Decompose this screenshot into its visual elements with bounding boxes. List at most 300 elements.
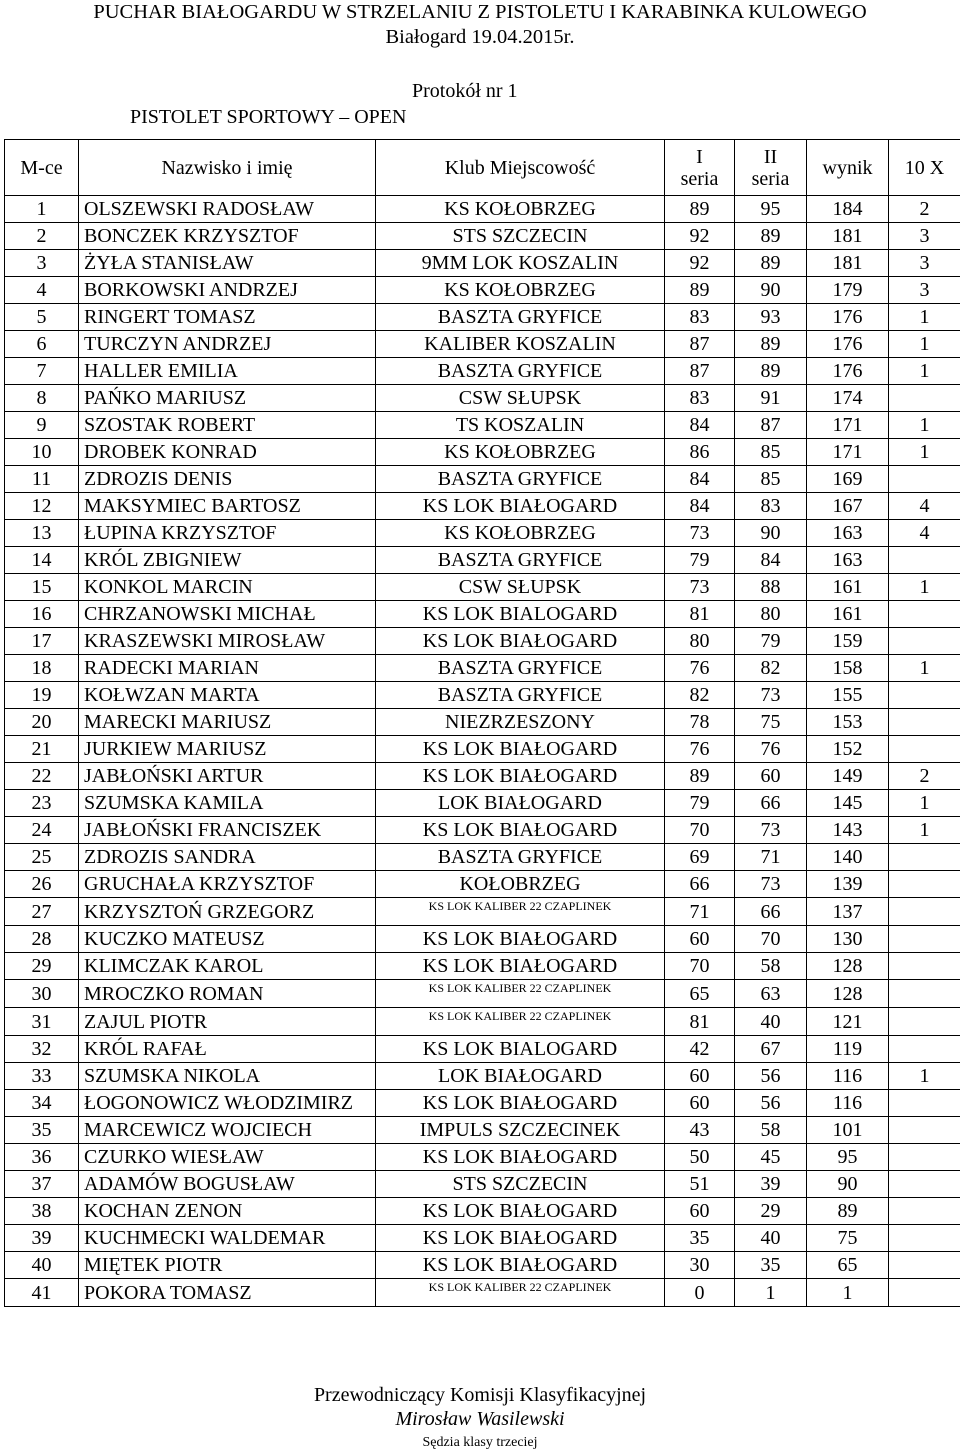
- result-cell: 181: [807, 223, 889, 250]
- table-row: [5, 574, 960, 601]
- name-cell: OLSZEWSKI RADOSŁAW: [79, 196, 376, 223]
- table-row: [5, 304, 960, 331]
- tens-cell: 1: [889, 331, 960, 358]
- place-cell: 14: [5, 547, 79, 574]
- club-cell: STS SZCZECIN: [376, 1171, 665, 1198]
- club-cell: KS KOŁOBRZEG: [376, 520, 665, 547]
- series-1-cell: 86: [665, 439, 735, 466]
- table-row: [5, 763, 960, 790]
- result-cell: 149: [807, 763, 889, 790]
- club-cell: BASZTA GRYFICE: [376, 655, 665, 682]
- series-1-cell: 80: [665, 628, 735, 655]
- club-cell: KS LOK KALIBER 22 CZAPLINEK: [376, 1279, 665, 1307]
- name-cell: ZDROZIS SANDRA: [79, 844, 376, 871]
- name-cell: ŻYŁA STANISŁAW: [79, 250, 376, 277]
- result-cell: 143: [807, 817, 889, 844]
- tens-cell: 1: [889, 655, 960, 682]
- result-cell: 95: [807, 1144, 889, 1171]
- name-cell: JABŁOŃSKI ARTUR: [79, 763, 376, 790]
- name-cell: KUCHMECKI WALDEMAR: [79, 1225, 376, 1252]
- series-1-cell: 84: [665, 412, 735, 439]
- name-cell: KRÓL ZBIGNIEW: [79, 547, 376, 574]
- result-cell: 179: [807, 277, 889, 304]
- club-cell: KS LOK BIALOGARD: [376, 601, 665, 628]
- place-cell: 37: [5, 1171, 79, 1198]
- name-cell: CHRZANOWSKI MICHAŁ: [79, 601, 376, 628]
- table-row: [5, 223, 960, 250]
- results-table: [4, 139, 960, 1307]
- tens-cell: [889, 736, 960, 763]
- table-header-row: [5, 140, 960, 196]
- series-1-cell: 51: [665, 1171, 735, 1198]
- club-cell: IMPULS SZCZECINEK: [376, 1117, 665, 1144]
- name-cell: BORKOWSKI ANDRZEJ: [79, 277, 376, 304]
- tens-cell: [889, 926, 960, 953]
- name-cell: CZURKO WIESŁAW: [79, 1144, 376, 1171]
- series-2-cell: 63: [735, 980, 807, 1008]
- place-cell: 3: [5, 250, 79, 277]
- series-1-cell: 89: [665, 277, 735, 304]
- name-cell: MROCZKO ROMAN: [79, 980, 376, 1008]
- place-cell: 27: [5, 898, 79, 926]
- name-cell: RINGERT TOMASZ: [79, 304, 376, 331]
- name-cell: KOŁWZAN MARTA: [79, 682, 376, 709]
- tens-cell: 1: [889, 574, 960, 601]
- place-cell: 30: [5, 980, 79, 1008]
- series-1-cell: 60: [665, 1090, 735, 1117]
- club-cell: 9MM LOK KOSZALIN: [376, 250, 665, 277]
- result-cell: 163: [807, 547, 889, 574]
- table-row: [5, 1252, 960, 1279]
- header-series-2-label: seria: [751, 167, 790, 190]
- series-2-cell: 83: [735, 493, 807, 520]
- series-1-cell: 76: [665, 736, 735, 763]
- name-cell: KONKOL MARCIN: [79, 574, 376, 601]
- series-2-cell: 73: [735, 817, 807, 844]
- place-cell: 31: [5, 1008, 79, 1036]
- series-2-cell: 84: [735, 547, 807, 574]
- series-2-cell: 80: [735, 601, 807, 628]
- name-cell: SZUMSKA NIKOLA: [79, 1063, 376, 1090]
- table-row: [5, 331, 960, 358]
- series-2-cell: 73: [735, 871, 807, 898]
- name-cell: GRUCHAŁA KRZYSZTOF: [79, 871, 376, 898]
- place-cell: 9: [5, 412, 79, 439]
- club-cell: KS LOK BIAŁOGARD: [376, 817, 665, 844]
- club-cell: KS LOK BIAŁOGARD: [376, 1144, 665, 1171]
- series-1-cell: 83: [665, 304, 735, 331]
- name-cell: KRÓL RAFAŁ: [79, 1036, 376, 1063]
- series-1-cell: 79: [665, 547, 735, 574]
- table-row: [5, 844, 960, 871]
- name-cell: RADECKI MARIAN: [79, 655, 376, 682]
- place-cell: 24: [5, 817, 79, 844]
- result-cell: 155: [807, 682, 889, 709]
- tens-cell: 3: [889, 223, 960, 250]
- result-cell: 90: [807, 1171, 889, 1198]
- place-cell: 32: [5, 1036, 79, 1063]
- result-cell: 159: [807, 628, 889, 655]
- club-cell: KS LOK BIALOGARD: [376, 1036, 665, 1063]
- series-1-cell: 87: [665, 358, 735, 385]
- tens-cell: [889, 1117, 960, 1144]
- place-cell: 22: [5, 763, 79, 790]
- result-cell: 158: [807, 655, 889, 682]
- header-result: wynik: [807, 140, 889, 196]
- header-place: M-ce: [5, 140, 79, 196]
- commission-chair-title: Przewodniczący Komisji Klasyfikacyjnej: [313, 1384, 647, 1406]
- tens-cell: [889, 466, 960, 493]
- place-cell: 8: [5, 385, 79, 412]
- club-cell: KS LOK BIAŁOGARD: [376, 926, 665, 953]
- table-row: [5, 1144, 960, 1171]
- tens-cell: 3: [889, 277, 960, 304]
- tens-cell: [889, 1279, 960, 1307]
- name-cell: POKORA TOMASZ: [79, 1279, 376, 1307]
- series-2-cell: 91: [735, 385, 807, 412]
- tens-cell: 1: [889, 790, 960, 817]
- tens-cell: [889, 1225, 960, 1252]
- club-cell: CSW SŁUPSK: [376, 574, 665, 601]
- tens-cell: 1: [889, 439, 960, 466]
- result-cell: 169: [807, 466, 889, 493]
- name-cell: ZDROZIS DENIS: [79, 466, 376, 493]
- tens-cell: 2: [889, 763, 960, 790]
- name-cell: KRASZEWSKI MIROSŁAW: [79, 628, 376, 655]
- series-1-cell: 84: [665, 493, 735, 520]
- result-cell: 176: [807, 331, 889, 358]
- place-cell: 5: [5, 304, 79, 331]
- series-1-cell: 76: [665, 655, 735, 682]
- place-cell: 17: [5, 628, 79, 655]
- header-series-2: [735, 140, 807, 196]
- name-cell: KOCHAN ZENON: [79, 1198, 376, 1225]
- name-cell: ZAJUL PIOTR: [79, 1008, 376, 1036]
- series-1-cell: 60: [665, 1063, 735, 1090]
- result-cell: 152: [807, 736, 889, 763]
- table-row: [5, 250, 960, 277]
- series-2-cell: 66: [735, 898, 807, 926]
- name-cell: KLIMCZAK KAROL: [79, 953, 376, 980]
- series-1-cell: 79: [665, 790, 735, 817]
- result-cell: 128: [807, 953, 889, 980]
- header-tens: 10 X: [889, 140, 960, 196]
- table-row: [5, 926, 960, 953]
- tens-cell: [889, 1008, 960, 1036]
- result-cell: 75: [807, 1225, 889, 1252]
- series-2-cell: 70: [735, 926, 807, 953]
- table-row: [5, 385, 960, 412]
- name-cell: ŁUPINA KRZYSZTOF: [79, 520, 376, 547]
- result-cell: 1: [807, 1279, 889, 1307]
- result-cell: 161: [807, 574, 889, 601]
- table-row: [5, 520, 960, 547]
- table-row: [5, 871, 960, 898]
- result-cell: 139: [807, 871, 889, 898]
- series-1-cell: 60: [665, 926, 735, 953]
- series-1-cell: 73: [665, 574, 735, 601]
- table-row: [5, 1063, 960, 1090]
- tens-cell: [889, 871, 960, 898]
- series-2-cell: 90: [735, 520, 807, 547]
- club-cell: BASZTA GRYFICE: [376, 682, 665, 709]
- protocol-number: Protokół nr 1: [412, 80, 518, 102]
- club-cell: BASZTA GRYFICE: [376, 466, 665, 493]
- result-cell: 140: [807, 844, 889, 871]
- series-2-cell: 71: [735, 844, 807, 871]
- place-cell: 12: [5, 493, 79, 520]
- tens-cell: [889, 1198, 960, 1225]
- series-2-cell: 56: [735, 1090, 807, 1117]
- table-row: [5, 1279, 960, 1307]
- header-series-1-number: I: [696, 145, 703, 168]
- table-row: [5, 1171, 960, 1198]
- series-1-cell: 60: [665, 1198, 735, 1225]
- series-2-cell: 58: [735, 953, 807, 980]
- table-row: [5, 601, 960, 628]
- name-cell: KUCZKO MATEUSZ: [79, 926, 376, 953]
- place-cell: 21: [5, 736, 79, 763]
- result-cell: 184: [807, 196, 889, 223]
- table-row: [5, 1198, 960, 1225]
- result-cell: 89: [807, 1198, 889, 1225]
- tens-cell: 1: [889, 1063, 960, 1090]
- tens-cell: [889, 1252, 960, 1279]
- table-row: [5, 1008, 960, 1036]
- place-cell: 7: [5, 358, 79, 385]
- series-1-cell: 87: [665, 331, 735, 358]
- result-cell: 145: [807, 790, 889, 817]
- table-row: [5, 1117, 960, 1144]
- series-1-cell: 42: [665, 1036, 735, 1063]
- document-date: Białogard 19.04.2015r.: [385, 26, 575, 48]
- series-2-cell: 66: [735, 790, 807, 817]
- place-cell: 33: [5, 1063, 79, 1090]
- series-1-cell: 43: [665, 1117, 735, 1144]
- series-2-cell: 82: [735, 655, 807, 682]
- tens-cell: 4: [889, 520, 960, 547]
- table-row: [5, 980, 960, 1008]
- club-cell: KS LOK BIAŁOGARD: [376, 763, 665, 790]
- series-2-cell: 67: [735, 1036, 807, 1063]
- club-cell: KS KOŁOBRZEG: [376, 439, 665, 466]
- series-2-cell: 40: [735, 1225, 807, 1252]
- series-1-cell: 70: [665, 817, 735, 844]
- club-cell: KS LOK BIAŁOGARD: [376, 493, 665, 520]
- tens-cell: 1: [889, 412, 960, 439]
- table-row: [5, 412, 960, 439]
- club-cell: KS LOK BIAŁOGARD: [376, 1090, 665, 1117]
- result-cell: 176: [807, 304, 889, 331]
- table-row: [5, 493, 960, 520]
- place-cell: 35: [5, 1117, 79, 1144]
- tens-cell: [889, 898, 960, 926]
- result-cell: 161: [807, 601, 889, 628]
- series-2-cell: 85: [735, 439, 807, 466]
- name-cell: HALLER EMILIA: [79, 358, 376, 385]
- series-1-cell: 50: [665, 1144, 735, 1171]
- place-cell: 6: [5, 331, 79, 358]
- series-2-cell: 87: [735, 412, 807, 439]
- competition-category: PISTOLET SPORTOWY – OPEN: [130, 106, 407, 128]
- table-row: [5, 1090, 960, 1117]
- place-cell: 38: [5, 1198, 79, 1225]
- series-1-cell: 73: [665, 520, 735, 547]
- tens-cell: 2: [889, 196, 960, 223]
- series-1-cell: 92: [665, 250, 735, 277]
- result-cell: 176: [807, 358, 889, 385]
- club-cell: STS SZCZECIN: [376, 223, 665, 250]
- place-cell: 18: [5, 655, 79, 682]
- tens-cell: 1: [889, 304, 960, 331]
- series-2-cell: 90: [735, 277, 807, 304]
- club-cell: KS KOŁOBRZEG: [376, 196, 665, 223]
- name-cell: SZOSTAK ROBERT: [79, 412, 376, 439]
- series-1-cell: 92: [665, 223, 735, 250]
- tens-cell: 4: [889, 493, 960, 520]
- table-row: [5, 466, 960, 493]
- result-cell: 174: [807, 385, 889, 412]
- club-cell: KS LOK BIAŁOGARD: [376, 953, 665, 980]
- club-cell: KS LOK BIAŁOGARD: [376, 628, 665, 655]
- club-cell: KS LOK BIAŁOGARD: [376, 1225, 665, 1252]
- club-cell: KS LOK BIAŁOGARD: [376, 736, 665, 763]
- result-cell: 137: [807, 898, 889, 926]
- place-cell: 15: [5, 574, 79, 601]
- club-cell: KOŁOBRZEG: [376, 871, 665, 898]
- series-2-cell: 75: [735, 709, 807, 736]
- series-1-cell: 65: [665, 980, 735, 1008]
- signer-name: Mirosław Wasilewski: [395, 1408, 565, 1430]
- place-cell: 25: [5, 844, 79, 871]
- series-1-cell: 89: [665, 763, 735, 790]
- table-row: [5, 898, 960, 926]
- club-cell: NIEZRZESZONY: [376, 709, 665, 736]
- club-cell: BASZTA GRYFICE: [376, 547, 665, 574]
- tens-cell: [889, 980, 960, 1008]
- table-row: [5, 682, 960, 709]
- result-cell: 181: [807, 250, 889, 277]
- series-1-cell: 83: [665, 385, 735, 412]
- series-1-cell: 81: [665, 601, 735, 628]
- header-club: Klub Miejscowość: [376, 140, 665, 196]
- header-series-1-label: seria: [680, 167, 719, 190]
- series-1-cell: 84: [665, 466, 735, 493]
- series-2-cell: 89: [735, 250, 807, 277]
- table-row: [5, 1225, 960, 1252]
- club-cell: LOK BIAŁOGARD: [376, 1063, 665, 1090]
- result-cell: 171: [807, 439, 889, 466]
- place-cell: 20: [5, 709, 79, 736]
- table-row: [5, 817, 960, 844]
- name-cell: MARECKI MARIUSZ: [79, 709, 376, 736]
- name-cell: DROBEK KONRAD: [79, 439, 376, 466]
- series-1-cell: 30: [665, 1252, 735, 1279]
- series-2-cell: 35: [735, 1252, 807, 1279]
- series-1-cell: 89: [665, 196, 735, 223]
- place-cell: 2: [5, 223, 79, 250]
- tens-cell: [889, 709, 960, 736]
- place-cell: 36: [5, 1144, 79, 1171]
- tens-cell: [889, 844, 960, 871]
- result-cell: 128: [807, 980, 889, 1008]
- tens-cell: [889, 682, 960, 709]
- tens-cell: 3: [889, 250, 960, 277]
- tens-cell: [889, 953, 960, 980]
- series-2-cell: 58: [735, 1117, 807, 1144]
- result-cell: 121: [807, 1008, 889, 1036]
- name-cell: MIĘTEK PIOTR: [79, 1252, 376, 1279]
- tens-cell: [889, 601, 960, 628]
- series-1-cell: 71: [665, 898, 735, 926]
- table-row: [5, 709, 960, 736]
- place-cell: 16: [5, 601, 79, 628]
- table-row: [5, 790, 960, 817]
- club-cell: BASZTA GRYFICE: [376, 358, 665, 385]
- result-cell: 116: [807, 1063, 889, 1090]
- name-cell: JABŁOŃSKI FRANCISZEK: [79, 817, 376, 844]
- header-series-1: [665, 140, 735, 196]
- series-2-cell: 95: [735, 196, 807, 223]
- series-2-cell: 45: [735, 1144, 807, 1171]
- table-row: [5, 628, 960, 655]
- club-cell: KS LOK KALIBER 22 CZAPLINEK: [376, 980, 665, 1008]
- series-2-cell: 93: [735, 304, 807, 331]
- result-cell: 130: [807, 926, 889, 953]
- place-cell: 4: [5, 277, 79, 304]
- result-cell: 116: [807, 1090, 889, 1117]
- name-cell: JURKIEW MARIUSZ: [79, 736, 376, 763]
- header-series-2-number: II: [763, 145, 778, 168]
- club-cell: BASZTA GRYFICE: [376, 844, 665, 871]
- name-cell: PAŃKO MARIUSZ: [79, 385, 376, 412]
- name-cell: ADAMÓW BOGUSŁAW: [79, 1171, 376, 1198]
- tens-cell: 1: [889, 817, 960, 844]
- table-row: [5, 358, 960, 385]
- club-cell: KS LOK BIAŁOGARD: [376, 1198, 665, 1225]
- table-row: [5, 953, 960, 980]
- series-1-cell: 66: [665, 871, 735, 898]
- series-2-cell: 60: [735, 763, 807, 790]
- referee-class: Sędzia klasy trzeciej: [422, 1435, 538, 1450]
- series-2-cell: 56: [735, 1063, 807, 1090]
- series-2-cell: 89: [735, 331, 807, 358]
- place-cell: 13: [5, 520, 79, 547]
- place-cell: 10: [5, 439, 79, 466]
- series-2-cell: 79: [735, 628, 807, 655]
- series-2-cell: 89: [735, 358, 807, 385]
- place-cell: 23: [5, 790, 79, 817]
- table-row: [5, 1036, 960, 1063]
- place-cell: 11: [5, 466, 79, 493]
- club-cell: CSW SŁUPSK: [376, 385, 665, 412]
- place-cell: 40: [5, 1252, 79, 1279]
- table-row: [5, 655, 960, 682]
- place-cell: 19: [5, 682, 79, 709]
- name-cell: SZUMSKA KAMILA: [79, 790, 376, 817]
- series-2-cell: 40: [735, 1008, 807, 1036]
- series-2-cell: 29: [735, 1198, 807, 1225]
- document-title: PUCHAR BIAŁOGARDU W STRZELANIU Z PISTOLETU I KARABINKA KULOWEGO: [93, 1, 867, 23]
- series-1-cell: 69: [665, 844, 735, 871]
- result-cell: 101: [807, 1117, 889, 1144]
- series-1-cell: 81: [665, 1008, 735, 1036]
- series-2-cell: 89: [735, 223, 807, 250]
- result-cell: 153: [807, 709, 889, 736]
- place-cell: 1: [5, 196, 79, 223]
- club-cell: BASZTA GRYFICE: [376, 304, 665, 331]
- result-cell: 119: [807, 1036, 889, 1063]
